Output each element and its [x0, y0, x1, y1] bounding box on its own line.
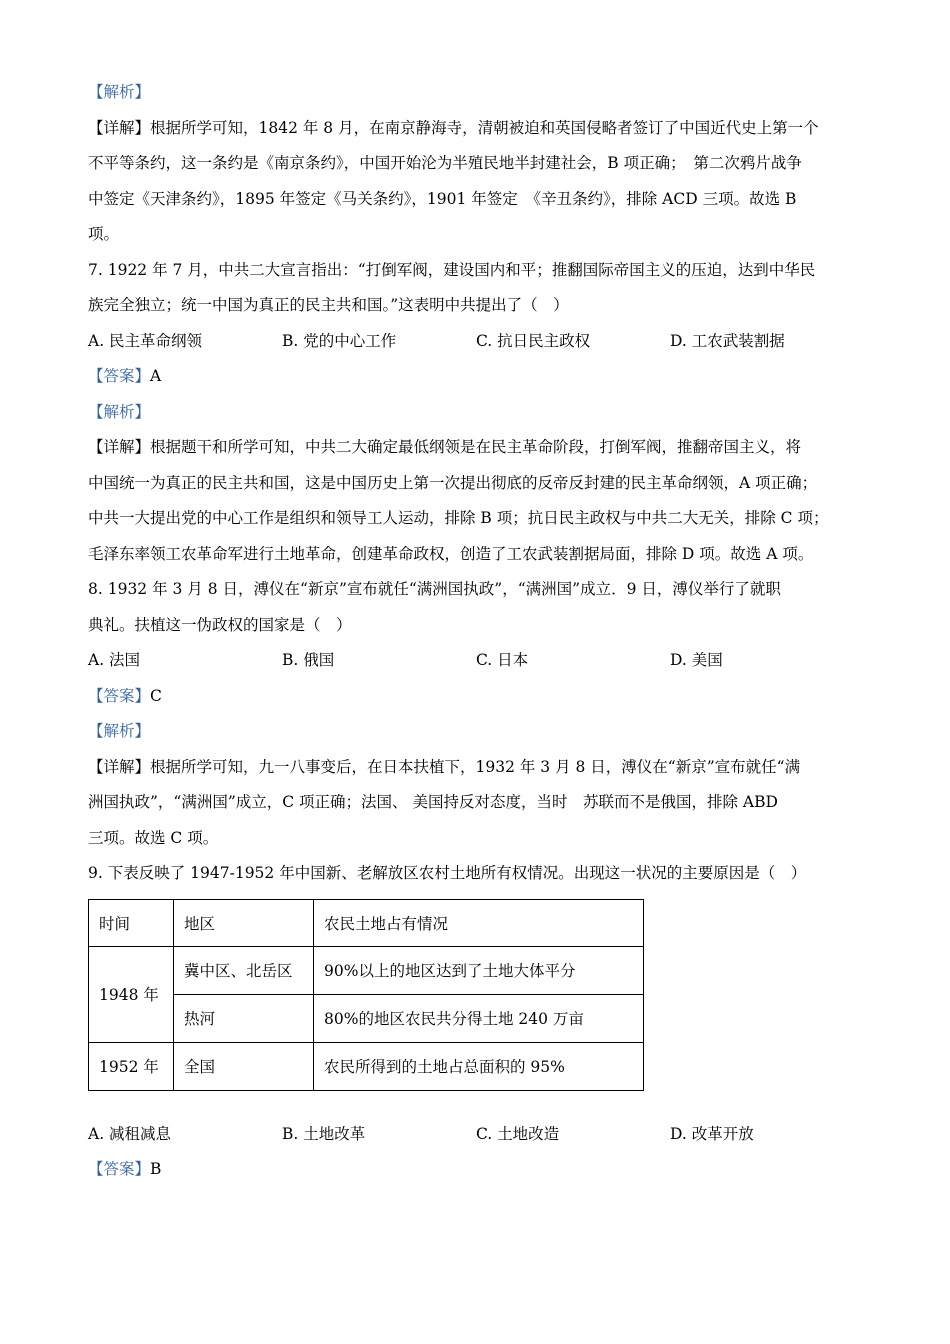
q8-option-d: D. 美国 — [670, 651, 723, 669]
q7-answer-value: A — [150, 367, 162, 385]
q7-stem-line: 7. 1922 年 7 月，中共二大宣言指出：“打倒军阀，建设国内和平；推翻国际帝国主义的压迫，达到中华民 — [88, 260, 816, 279]
table-cell-year: 1952 年 — [89, 1042, 174, 1090]
q8-option-a: A. 法国 — [88, 651, 141, 669]
q8-answer — [88, 682, 868, 718]
table-cell-region: 冀中区、北岳区 — [174, 946, 314, 994]
q8-analysis-label: 【解析】 — [88, 722, 151, 740]
q8-detail-line: 三项。故选 C 项。 — [88, 828, 219, 847]
q7-option-a: A. 民主革命纲领 — [88, 331, 203, 350]
table-cell-region: 全国 — [174, 1042, 314, 1090]
q8-detail-line: 洲国执政”，“满洲国”成立，C 项正确；法国、 美国持反对态度，当时 苏联而不是俄国，排除 ABD — [88, 793, 778, 811]
q7-stem-line: 族完全独立；统一中国为真正的民主共和国。”这表明中共提出了（ ） — [88, 296, 569, 314]
q9-answer-label: 【答案】 — [88, 1160, 151, 1178]
q7-options — [88, 327, 868, 363]
q8-detail-line: 【详解】根据所学可知，九一八事变后，在日本扶植下，1932 年 3 月 8 日，溥仪在“新京”宣布就任“满 — [88, 757, 801, 776]
table-row — [89, 946, 644, 994]
land-ownership-table — [88, 899, 644, 1091]
q7-option-c: C. 抗日民主政权 — [476, 331, 591, 350]
q9-stem: 9. 下表反映了 1947-1952 年中国新、老解放区农村土地所有权情况。出现这一状况的主要原因是（ ） — [88, 864, 807, 882]
q7-detail-line: 【详解】根据题干和所学可知，中共二大确定最低纲领是在民主革命阶段，打倒军阀，推翻帝国主义，将 — [88, 438, 802, 456]
q6-detail-line: 项。 — [88, 225, 120, 243]
q8-option-c: C. 日本 — [476, 651, 529, 669]
table-cell-status: 农民所得到的土地占总面积的 95% — [314, 1042, 644, 1090]
q8-stem-line: 典礼。扶植这一伪政权的国家是（ ） — [88, 615, 352, 634]
document-page — [88, 78, 868, 1191]
q9-option-c: C. 土地改造 — [476, 1124, 560, 1143]
q7-option-b: B. 党的中心工作 — [282, 331, 397, 350]
table-header-row — [89, 899, 644, 946]
q7-detail-line: 中共一大提出党的中心工作是组织和领导工人运动，排除 B 项；抗日民主政权与中共二大无关，排除 C 项； — [88, 509, 829, 527]
q7-answer — [88, 362, 868, 398]
q8-option-b: B. 俄国 — [282, 651, 335, 669]
spacer — [88, 1091, 868, 1120]
q8-stem-line: 8. 1932 年 3 月 8 日，溥仪在“新京”宣布就任“满洲国执政”，“满洲国”成立．9 日，溥仪举行了就职 — [88, 580, 781, 598]
q6-detail-line: 【详解】根据所学可知，1842 年 8 月，在南京静海寺，清朝被迫和英国侵略者签订了中国近代史上第一个 — [88, 118, 819, 137]
q6-analysis-label: 【解析】 — [88, 83, 151, 101]
q8-options — [88, 646, 868, 682]
q8-answer-label: 【答案】 — [88, 686, 151, 705]
q7-analysis-label: 【解析】 — [88, 402, 151, 421]
q9-option-d: D. 改革开放 — [670, 1124, 754, 1143]
q9-options — [88, 1120, 868, 1156]
q9-option-a: A. 减租减息 — [88, 1124, 172, 1143]
q6-detail-line: 不平等条约，这一条约是《南京条约》，中国开始沦为半殖民地半封建社会，B 项正确； 第二次鸦片战争 — [88, 154, 802, 172]
table-cell-status: 80%的地区农民共分得土地 240 万亩 — [314, 994, 644, 1042]
q7-detail-line: 中国统一为真正的民主共和国，这是中国历史上第一次提出彻底的反帝反封建的民主革命纲领，A 项正确； — [88, 473, 818, 492]
q9-option-b: B. 土地改革 — [282, 1124, 366, 1143]
q9-answer — [88, 1155, 868, 1191]
q7-option-d: D. 工农武装割据 — [670, 331, 785, 350]
table-row — [89, 1042, 644, 1090]
q7-answer-label: 【答案】 — [88, 367, 151, 385]
table-header-cell: 农民土地占有情况 — [314, 899, 644, 946]
table-cell-region: 热河 — [174, 994, 314, 1042]
q8-answer-value: C — [150, 686, 162, 705]
table-header-cell: 地区 — [174, 899, 314, 946]
table-cell-year: 1948 年 — [89, 946, 174, 1042]
table-header-cell: 时间 — [89, 899, 174, 946]
q9-answer-value: B — [150, 1160, 162, 1178]
q6-detail-line: 中签定《天津条约》，1895 年签定《马关条约》，1901 年签定 《辛丑条约》，排除 ACD 三项。故选 B — [88, 189, 797, 208]
q7-detail-line: 毛泽东率领工农革命军进行土地革命，创建革命政权，创造了工农武装割据局面，排除 D 项。故选 A 项。 — [88, 544, 814, 563]
table-cell-status: 90%以上的地区达到了土地大体平分 — [314, 946, 644, 994]
